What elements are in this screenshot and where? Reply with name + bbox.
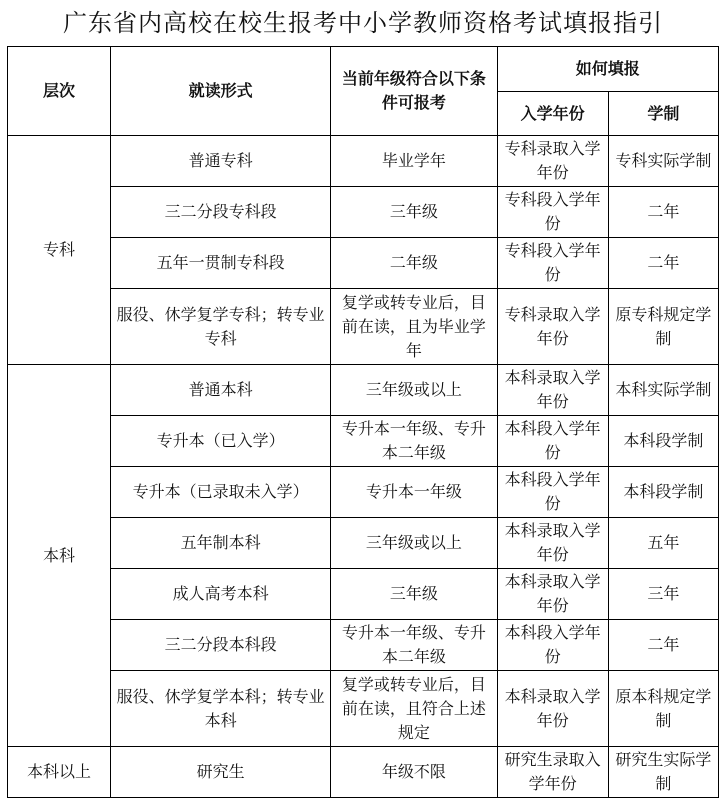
cell-form: 五年制本科 <box>110 518 330 569</box>
cell-duration: 原本科规定学制 <box>608 671 718 747</box>
cell-condition: 年级不限 <box>331 747 497 798</box>
cell-enroll-year: 专科段入学年份 <box>497 238 608 289</box>
cell-enroll-year: 本科录取入学年份 <box>497 518 608 569</box>
cell-form: 成人高考本科 <box>110 569 330 620</box>
cell-enroll-year: 研究生录取入学年份 <box>497 747 608 798</box>
cell-condition: 二年级 <box>331 238 497 289</box>
cell-condition: 三年级或以上 <box>331 365 497 416</box>
table-row <box>8 620 719 671</box>
cell-condition: 毕业学年 <box>331 136 497 187</box>
cell-duration: 三年 <box>608 569 718 620</box>
guide-table <box>7 46 719 798</box>
header-study-form: 就读形式 <box>110 47 330 136</box>
table-row <box>8 187 719 238</box>
cell-enroll-year: 本科段入学年份 <box>497 467 608 518</box>
cell-form: 专升本（已入学） <box>110 416 330 467</box>
table-row <box>8 518 719 569</box>
cell-enroll-year: 专科段入学年份 <box>497 187 608 238</box>
cell-form: 服役、休学复学本科；转专业本科 <box>110 671 330 747</box>
table-row <box>8 136 719 187</box>
cell-form: 普通专科 <box>110 136 330 187</box>
cell-condition: 三年级 <box>331 569 497 620</box>
cell-enroll-year: 本科段入学年份 <box>497 620 608 671</box>
cell-enroll-year: 本科录取入学年份 <box>497 365 608 416</box>
cell-duration: 本科段学制 <box>608 416 718 467</box>
cell-form: 三二分段专科段 <box>110 187 330 238</box>
cell-duration: 二年 <box>608 187 718 238</box>
header-duration: 学制 <box>608 92 718 136</box>
header-level: 层次 <box>8 47 111 136</box>
cell-enroll-year: 本科录取入学年份 <box>497 569 608 620</box>
cell-enroll-year: 本科录取入学年份 <box>497 671 608 747</box>
cell-duration: 二年 <box>608 620 718 671</box>
group-benke: 本科 <box>8 365 111 747</box>
table-row <box>8 289 719 365</box>
cell-condition: 专升本一年级、专升本二年级 <box>331 620 497 671</box>
cell-duration: 五年 <box>608 518 718 569</box>
cell-form: 研究生 <box>110 747 330 798</box>
cell-condition: 三年级或以上 <box>331 518 497 569</box>
cell-condition: 复学或转专业后，目前在读，且为毕业学年 <box>331 289 497 365</box>
group-above: 本科以上 <box>8 747 111 798</box>
page-title: 广东省内高校在校生报考中小学教师资格考试填报指引 <box>63 9 663 37</box>
table-row <box>8 365 719 416</box>
table-row <box>8 467 719 518</box>
cell-duration: 原专科规定学制 <box>608 289 718 365</box>
header-condition: 当前年级符合以下条件可报考 <box>331 47 497 136</box>
table-row <box>8 671 719 747</box>
cell-condition: 复学或转专业后，目前在读，且符合上述规定 <box>331 671 497 747</box>
group-zhuanke: 专科 <box>8 136 111 365</box>
cell-condition: 专升本一年级、专升本二年级 <box>331 416 497 467</box>
cell-duration: 二年 <box>608 238 718 289</box>
header-how-to-fill: 如何填报 <box>497 47 718 92</box>
cell-enroll-year: 本科段入学年份 <box>497 416 608 467</box>
cell-condition: 专升本一年级 <box>331 467 497 518</box>
cell-form: 五年一贯制专科段 <box>110 238 330 289</box>
cell-form: 服役、休学复学专科；转专业专科 <box>110 289 330 365</box>
cell-enroll-year: 专科录取入学年份 <box>497 136 608 187</box>
table-row <box>8 416 719 467</box>
cell-duration: 研究生实际学制 <box>608 747 718 798</box>
table-row <box>8 238 719 289</box>
cell-form: 专升本（已录取未入学） <box>110 467 330 518</box>
header-row <box>8 47 719 92</box>
cell-form: 三二分段本科段 <box>110 620 330 671</box>
cell-form: 普通本科 <box>110 365 330 416</box>
table-row <box>8 747 719 798</box>
table-row <box>8 569 719 620</box>
cell-enroll-year: 专科录取入学年份 <box>497 289 608 365</box>
cell-duration: 专科实际学制 <box>608 136 718 187</box>
header-enroll-year: 入学年份 <box>497 92 608 136</box>
cell-duration: 本科段学制 <box>608 467 718 518</box>
cell-condition: 三年级 <box>331 187 497 238</box>
cell-duration: 本科实际学制 <box>608 365 718 416</box>
